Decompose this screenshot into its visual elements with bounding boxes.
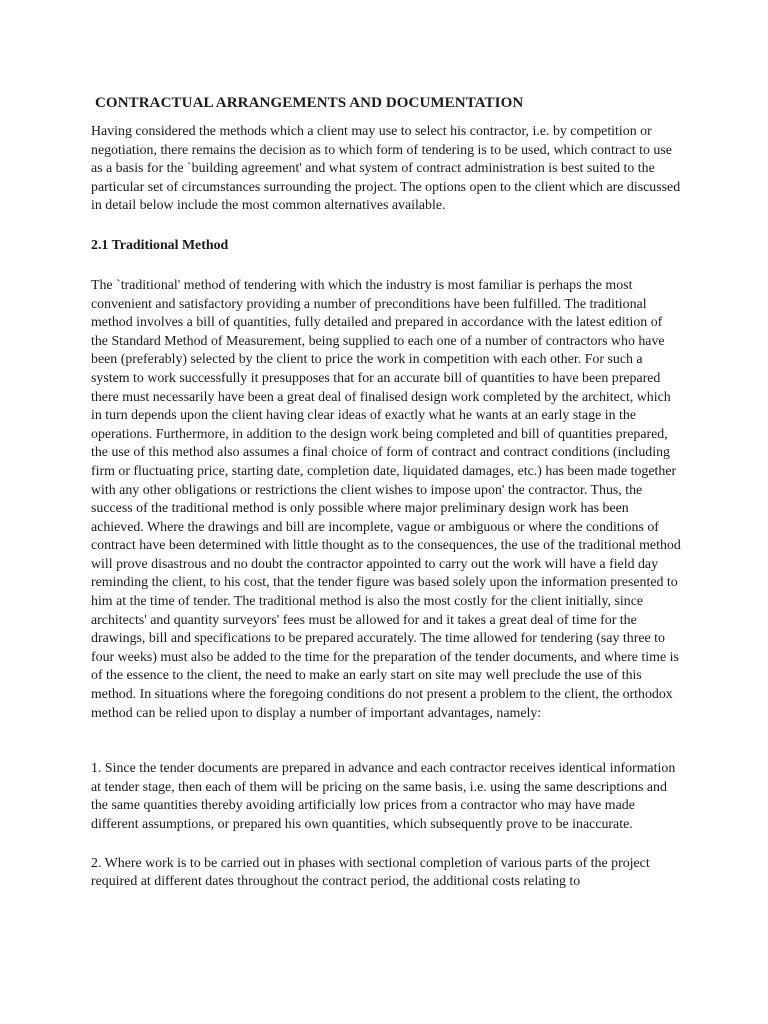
list-item: 2. Where work is to be carried out in phases with sectional completion of various parts of the project required at different dates throughout the contract period, the additional costs relating to bbox=[91, 855, 650, 890]
document-page bbox=[91, 94, 681, 892]
section-body-paragraph: The `traditional' method of tendering with which the industry is most familiar is perhaps the most convenient and satisfactory providing a number of preconditions have been fulfilled. The traditional method involves a bill of quantities, fully detailed and prepared in accordance with the latest edition of the Standard Method of Measurement, being supplied to each one of a number of contractors who have been (preferably) selected by the client to price the work in competition with each other. For such a system to work successfully it presupposes that for an accurate bill of quantities to have been prepared there must necessarily have been a great deal of finalised design work completed by the architect, which in turn depends upon the client having clear ideas of exactly what he wants at an early stage in the operations. Furthermore, in addition to the design work being completed and bill of quantities prepared, the use of this method also assumes a final choice of form of contract and contract conditions (including firm or fluctuating price, starting date, completion date, liquidated damages, etc.) has been made together with any other obligations or restrictions the client wishes to impose upon' the contractor. Thus, the success of the traditional method is only possible where major preliminary design work has been achieved. Where the drawings and bill are incomplete, vague or ambiguous or where the conditions of contract have been determined with little thought as to the consequences, the use of the traditional method will prove disastrous and no doubt the contractor appointed to carry out the work will have a field day reminding the client, to his cost, that the tender figure was based solely upon the information presented to him at the time of tender. The traditional method is also the most costly for the client initially, since architects' and quantity surveyors' fees must be allowed for and it takes a great deal of time for the drawings, bill and specifications to be prepared accurately. The time allowed for tendering (say three to four weeks) must also be added to the time for the preparation of the tender documents, and where time is of the essence to the client, the need to make an early start on site may well preclude the use of this method. In situations where the foregoing conditions do not present a problem to the client, the orthodox method can be relied upon to display a number of important advantages, namely: bbox=[91, 277, 681, 721]
list-item: 1. Since the tender documents are prepared in advance and each contractor receives identical information at tender stage, then each of them will be pricing on the same basis, i.e. using the same descriptions and the same quantities thereby avoiding artificially low prices from a contractor who may have made different assumptions, or prepared his own quantities, which subsequently prove to be inaccurate. bbox=[91, 761, 676, 832]
section-heading: 2.1 Traditional Method bbox=[91, 237, 229, 253]
page-title: CONTRACTUAL ARRANGEMENTS AND DOCUMENTATION bbox=[95, 95, 524, 111]
intro-paragraph: Having considered the methods which a client may use to select his contractor, i.e. by competition or negotiation, there remains the decision as to which form of tendering is to be used, which contract to use as a basis for the `building agreement' and what system of contract administration is best suited to the particular set of circumstances surrounding the project. The options open to the client which are discussed in detail below include the most common alternatives available. bbox=[91, 124, 681, 214]
